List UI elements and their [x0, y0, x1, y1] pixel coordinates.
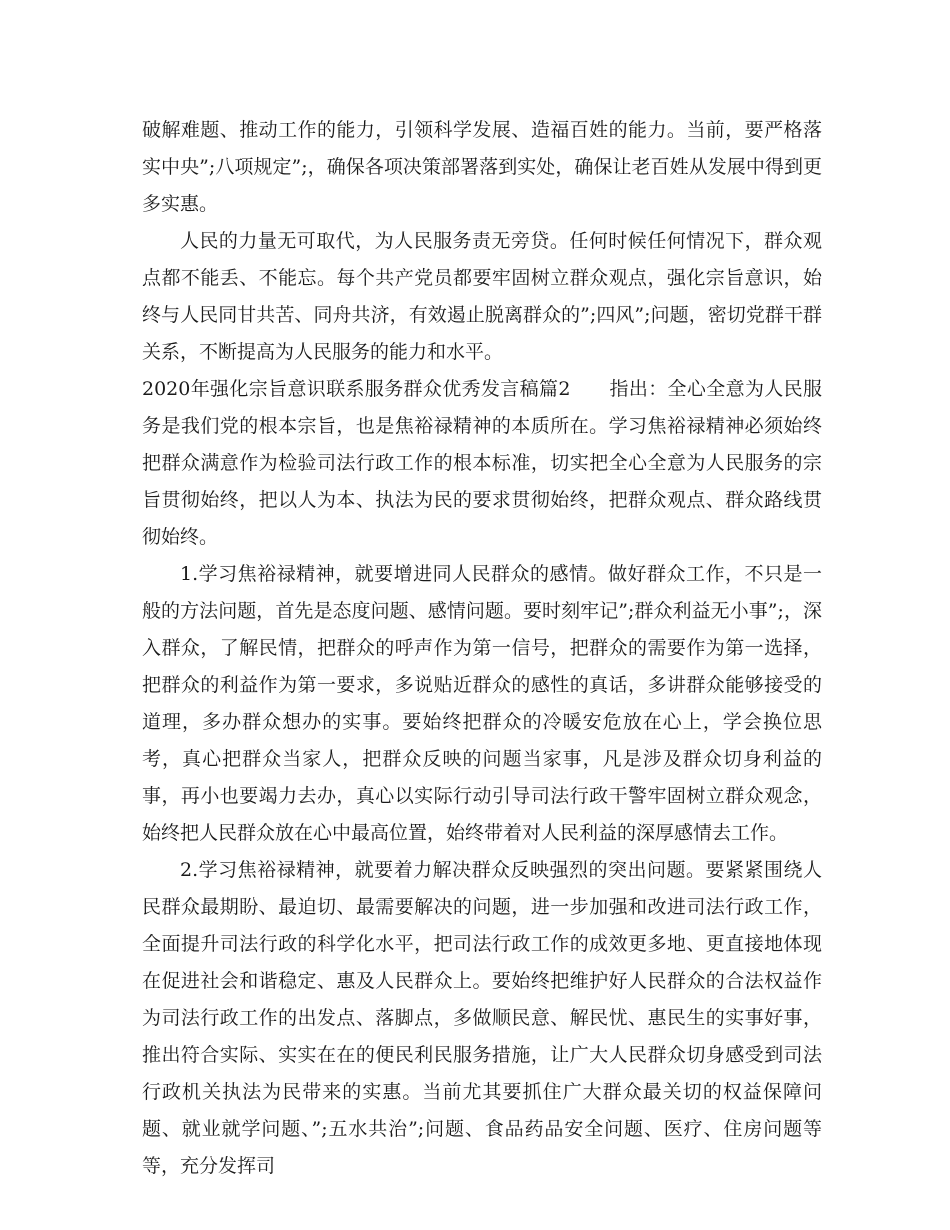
paragraph-point-1: 1.学习焦裕禄精神，就要增进同人民群众的感情。做好群众工作，不只是一般的方法问题，首先是态度问题、感情问题。要时刻牢记”;群众利益无小事”;，深入群众，了解民情，把群众的呼声作为第一信号，把群众的需要作为第一选择，把群众的利益作为第一要求，多说贴近群众的感性的真话，多讲群众能够接受的道理，多办群众想办的实事。要始终把群众的冷暖安危放在心上，学会换位思考，真心把群众当家人，把群众反映的问题当家事，凡是涉及群众切身利益的事，再小也要竭力去办，真心以实际行动引导司法行政干警牢固树立群众观念，始终把人民群众放在心中最高位置，始终带着对人民利益的深厚感情去工作。 [142, 563, 822, 844]
paragraph-continuation: 破解难题、推动工作的能力，引领科学发展、造福百姓的能力。当前，要严格落实中央”;八项规定”;，确保各项决策部署落到实处，确保让老百姓从发展中得到更多实惠。 [142, 119, 822, 215]
paragraph-speech-title: 2020年强化宗旨意识联系服务群众优秀发言稿篇2 指出：全心全意为人民服务是我们党的根本宗旨，也是焦裕禄精神的本质所在。学习焦裕禄精神必须始终把群众满意作为检验司法行政工作的根本标准，切实把全心全意为人民服务的宗旨贯彻始终，把以人为本、执法为民的要求贯彻始终，把群众观点、群众路线贯彻始终。 [142, 378, 822, 548]
document-body [142, 112, 822, 1185]
paragraph-people-power: 人民的力量无可取代，为人民服务责无旁贷。任何时候任何情况下，群众观点都不能丢、不能忘。每个共产党员都要牢固树立群众观点，强化宗旨意识，始终与人民同甘共苦、同舟共济，有效遏止脱离群众的”;四风”;问题，密切党群干群关系，不断提高为人民服务的能力和水平。 [142, 230, 822, 363]
paragraph-point-2: 2.学习焦裕禄精神，就要着力解决群众反映强烈的突出问题。要紧紧围绕人民群众最期盼、最迫切、最需要解决的问题，进一步加强和改进司法行政工作，全面提升司法行政的科学化水平，把司法行政工作的成效更多地、更直接地体现在促进社会和谐稳定、惠及人民群众上。要始终把维护好人民群众的合法权益作为司法行政工作的出发点、落脚点，多做顺民意、解民忧、惠民生的实事好事，推出符合实际、实实在在的便民利民服务措施，让广大人民群众切身感受到司法行政机关执法为民带来的实惠。当前尤其要抓住广大群众最关切的权益保障问题、就业就学问题、”;五水共治”;问题、食品药品安全问题、医疗、住房问题等等，充分发挥司 [142, 859, 822, 1177]
